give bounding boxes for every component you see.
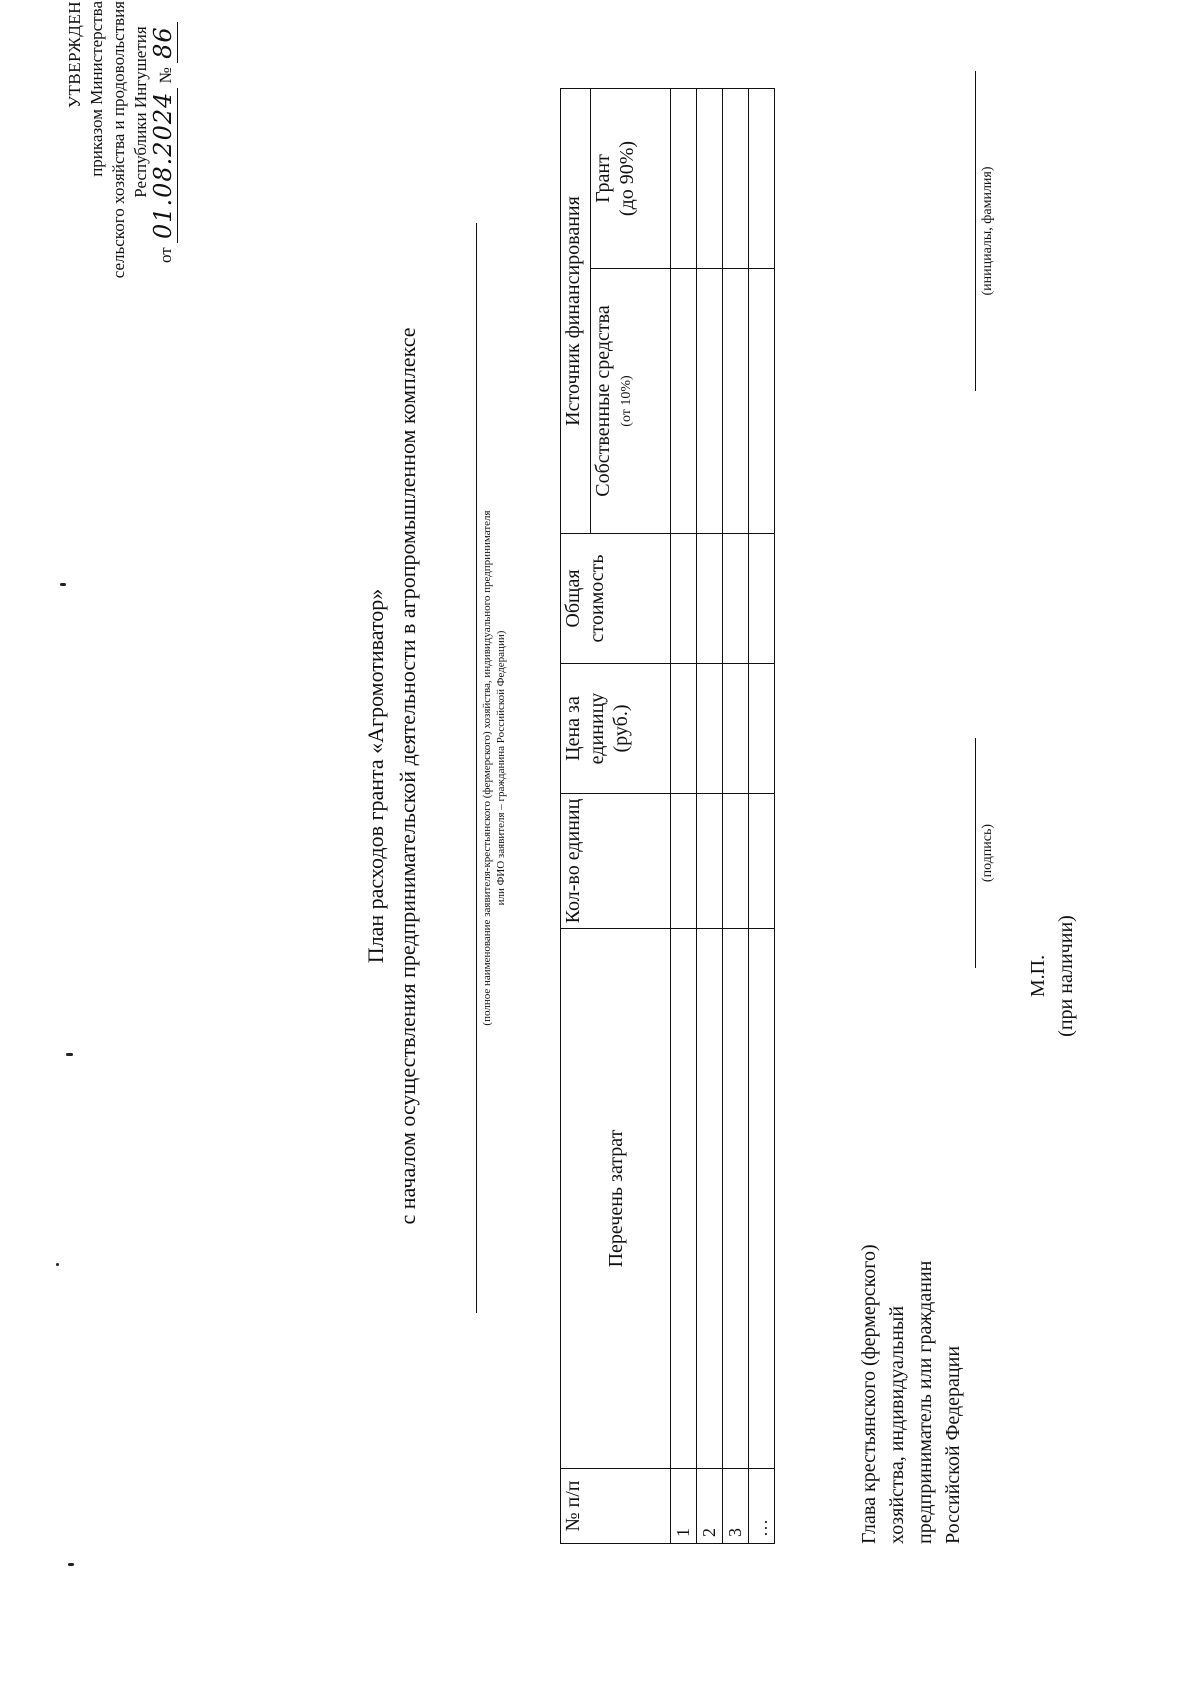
row-total xyxy=(697,534,723,664)
applicant-name-line xyxy=(476,223,477,1313)
approval-date-line xyxy=(149,1,177,301)
header-total: Общая стоимость xyxy=(561,534,671,664)
handwritten-date: 01.08.2024 xyxy=(149,88,178,243)
grant-note: (до 90%) xyxy=(616,140,638,217)
date-prefix: от xyxy=(156,247,175,263)
row-total xyxy=(723,534,749,664)
title-line-1: План расходов гранта «Агромотиватор» xyxy=(363,588,388,964)
header-funding: Источник финансирования xyxy=(561,89,591,534)
approval-heading: УТВЕРЖДЕН xyxy=(65,1,84,108)
row-own-funds xyxy=(749,269,775,534)
row-grant xyxy=(749,89,775,269)
header-expenses: Перечень затрат xyxy=(561,929,671,1469)
row-total xyxy=(749,534,775,664)
stamp-placeholder xyxy=(1024,886,1080,1066)
handwritten-number: 86 xyxy=(149,22,178,63)
row-total xyxy=(671,534,697,664)
name-line xyxy=(975,71,976,391)
applicant-caption xyxy=(480,223,508,1313)
own-funds-label: Собственные средства xyxy=(592,305,614,497)
mp-label: М.П. xyxy=(1027,954,1049,998)
row-price xyxy=(749,664,775,794)
row-price xyxy=(697,664,723,794)
expense-table xyxy=(560,88,775,1544)
table-row xyxy=(671,89,697,1544)
row-qty xyxy=(723,794,749,929)
title-line-2: с началом осуществления предпринимательской деятельности в агропромышленном комплексе xyxy=(395,327,420,1225)
head-line-3: предприниматель или гражданин xyxy=(914,1260,936,1544)
row-price xyxy=(671,664,697,794)
row-expenses xyxy=(749,929,775,1469)
row-own-funds xyxy=(723,269,749,534)
header-num: № п/п xyxy=(561,1469,671,1544)
approval-line-1: приказом Министерства xyxy=(87,1,106,177)
row-num: … xyxy=(749,1469,775,1544)
header-grant xyxy=(591,89,671,269)
approval-line-3: Республики Ингушетия xyxy=(131,26,150,198)
row-grant xyxy=(697,89,723,269)
row-num: 2 xyxy=(697,1469,723,1544)
approval-line-2: сельского хозяйства и продовольствия xyxy=(109,1,128,279)
scan-speck xyxy=(56,1263,59,1266)
head-line-1: Глава крестьянского (фермерского) xyxy=(858,1244,880,1544)
table-row xyxy=(749,89,775,1544)
head-line-2: хозяйства, индивидуальный xyxy=(886,1305,908,1544)
row-num: 3 xyxy=(723,1469,749,1544)
applicant-caption-line-1: (полное наименование заявителя-крестьянского (фермерского) хозяйства, индивидуального предпринимателя xyxy=(481,510,493,1026)
header-price: Цена за единицу (руб.) xyxy=(561,664,671,794)
head-of-farm-label xyxy=(855,1144,967,1544)
header-own-funds xyxy=(591,269,671,534)
scan-speck xyxy=(68,1563,74,1566)
row-qty xyxy=(749,794,775,929)
row-price xyxy=(723,664,749,794)
own-funds-note: (от 10%) xyxy=(619,375,634,427)
row-expenses xyxy=(671,929,697,1469)
head-line-4: Российской Федерации xyxy=(942,1345,964,1544)
grant-label: Грант xyxy=(592,154,614,203)
table-row xyxy=(697,89,723,1544)
signature-caption: (подпись) xyxy=(980,823,995,883)
scan-speck xyxy=(66,1053,73,1056)
approval-block xyxy=(64,1,177,301)
row-expenses xyxy=(697,929,723,1469)
row-qty xyxy=(671,794,697,929)
applicant-caption-line-2: или ФИО заявителя – гражданина Российской Федерации) xyxy=(495,630,507,906)
table-row xyxy=(723,89,749,1544)
row-qty xyxy=(697,794,723,929)
mp-note: (при наличии) xyxy=(1055,915,1077,1037)
scan-speck xyxy=(60,583,66,586)
name-caption: (инициалы, фамилия) xyxy=(980,166,995,296)
document-title xyxy=(360,126,424,1426)
number-prefix: № xyxy=(156,67,175,84)
row-grant xyxy=(671,89,697,269)
signature-line xyxy=(975,738,976,968)
row-num: 1 xyxy=(671,1469,697,1544)
row-grant xyxy=(723,89,749,269)
row-own-funds xyxy=(671,269,697,534)
header-qty: Кол-во единиц xyxy=(561,794,671,929)
row-expenses xyxy=(723,929,749,1469)
row-own-funds xyxy=(697,269,723,534)
